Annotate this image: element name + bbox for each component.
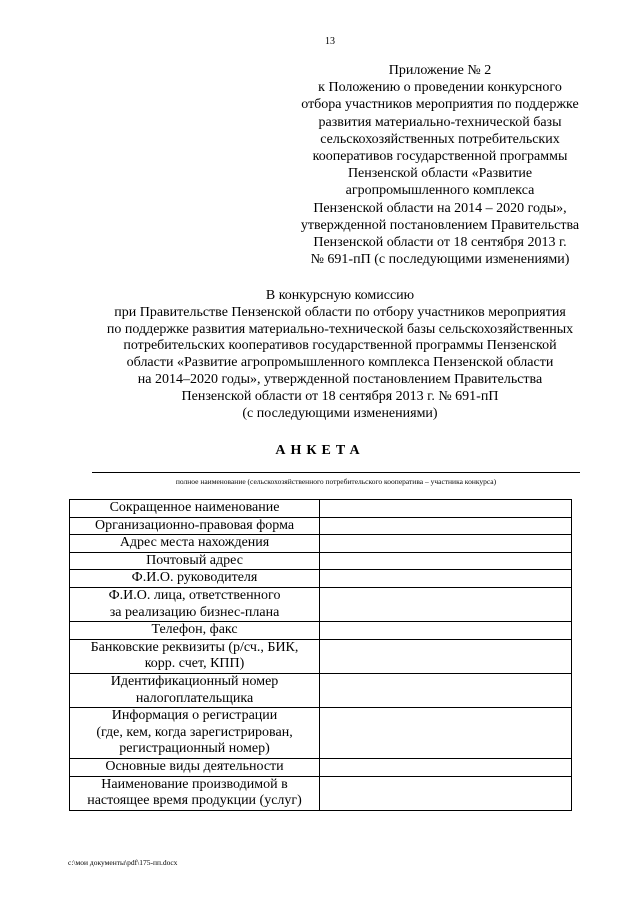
form-row-label-line: регистрационный номер) (119, 741, 270, 757)
form-row-label (70, 622, 320, 640)
form-row-value[interactable] (320, 552, 572, 570)
form-row (70, 587, 572, 621)
form-row (70, 535, 572, 553)
commission-line: при Правительстве Пензенской области по отбору участников мероприятия (114, 304, 566, 320)
form-row-value[interactable] (320, 673, 572, 707)
appendix-line: Приложение № 2 (388, 63, 492, 78)
form-row-value[interactable] (320, 758, 572, 776)
form-row-value[interactable] (320, 708, 572, 759)
form-row-label (70, 535, 320, 553)
form-row-value[interactable] (320, 587, 572, 621)
appendix-line: утвержденной постановлением Правительства (300, 217, 580, 233)
form-row-label (70, 517, 320, 535)
appendix-header (270, 62, 610, 268)
commission-line: области «Развитие агропромышленного комплекса Пензенской области (126, 355, 554, 371)
form-row-label (70, 500, 320, 518)
form-row-label-line: (где, кем, когда зарегистрирован, (96, 724, 293, 740)
appendix-line: сельскохозяйственных потребительских (320, 131, 560, 147)
form-row-value[interactable] (320, 639, 572, 673)
appendix-line: развития материально-технической базы (318, 114, 562, 130)
commission-line: В конкурсную комиссию (265, 288, 415, 303)
form-row-value[interactable] (320, 500, 572, 518)
form-row (70, 673, 572, 707)
form-row (70, 500, 572, 518)
form-row-label-line: Организационно-правовая форма (94, 517, 295, 533)
commission-line: по поддержке развития материально-технической базы сельскохозяйственных (106, 321, 574, 337)
form-row-label-line: Сокращенное наименование (109, 500, 280, 515)
footer-file-path: c:\мои документы\pdf\175-пп.docx (68, 858, 178, 867)
form-row-value[interactable] (320, 622, 572, 640)
form-row-label-line: Телефон, факс (151, 622, 238, 638)
form-row-label-line: налогоплательщика (135, 690, 254, 706)
form-row-label-line: Ф.И.О. руководителя (131, 570, 258, 586)
appendix-line: к Положению о проведении конкурсного (318, 80, 562, 96)
commission-address (40, 288, 640, 422)
form-row-label-line: корр. счет, КПП) (144, 656, 245, 672)
commission-line: потребительских кооперативов государственной программы Пензенской (123, 338, 557, 354)
form-row-label (70, 552, 320, 570)
full-name-entry-line[interactable] (92, 472, 580, 473)
form-row-label-line: Основные виды деятельности (105, 758, 284, 774)
commission-line: Пензенской области от 18 сентября 2013 г. № 691-пП (181, 388, 499, 404)
questionnaire-table (69, 499, 572, 811)
form-row-label (70, 673, 320, 707)
appendix-line: Пензенской области «Развитие (347, 166, 533, 182)
form-row-label-line: настоящее время продукции (услуг) (87, 793, 302, 809)
form-row-label-line: Ф.И.О. лица, ответственного (108, 587, 281, 603)
form-row-label (70, 708, 320, 759)
appendix-line: кооперативов государственной программы (312, 149, 568, 165)
form-row (70, 552, 572, 570)
full-name-caption: полное наименование (сельскохозяйственного потребительского кооператива – участника конкурса) (175, 477, 497, 486)
commission-line: (с последующими изменениями) (242, 405, 438, 421)
form-row-label (70, 570, 320, 588)
appendix-line: Пензенской области на 2014 – 2020 годы», (313, 200, 567, 216)
appendix-line: отбора участников мероприятия по поддержке (301, 97, 579, 113)
commission-line: на 2014–2020 годы», утвержденной постановлением Правительства (137, 371, 543, 387)
form-row-value[interactable] (320, 535, 572, 553)
form-row-label-line: Наименование производимой в (101, 776, 288, 792)
form-row (70, 639, 572, 673)
form-row-value[interactable] (320, 776, 572, 810)
form-row-label-line: Почтовый адрес (146, 552, 243, 568)
form-row-label-line: Идентификационный номер (110, 673, 279, 689)
form-row (70, 758, 572, 776)
form-row (70, 570, 572, 588)
form-title: АНКЕТА (275, 443, 365, 458)
form-row-label-line: Информация о регистрации (111, 708, 278, 724)
form-row (70, 517, 572, 535)
form-row-label-line: за реализацию бизнес-плана (109, 604, 280, 620)
form-row-value[interactable] (320, 570, 572, 588)
form-row-label (70, 776, 320, 810)
form-row-label-line: Адрес места нахождения (119, 535, 270, 551)
form-row (70, 776, 572, 810)
page-number: 13 (325, 36, 335, 47)
form-row-label-line: Банковские реквизиты (р/сч., БИК, (90, 639, 299, 655)
form-row-label (70, 758, 320, 776)
form-row-label (70, 587, 320, 621)
form-row (70, 708, 572, 759)
form-row-label (70, 639, 320, 673)
form-row-value[interactable] (320, 517, 572, 535)
appendix-line: Пензенской области от 18 сентября 2013 г. (313, 235, 567, 251)
appendix-line: № 691-пП (с последующими изменениями) (310, 252, 570, 268)
form-row (70, 622, 572, 640)
appendix-line: агропромышленного комплекса (345, 183, 535, 199)
